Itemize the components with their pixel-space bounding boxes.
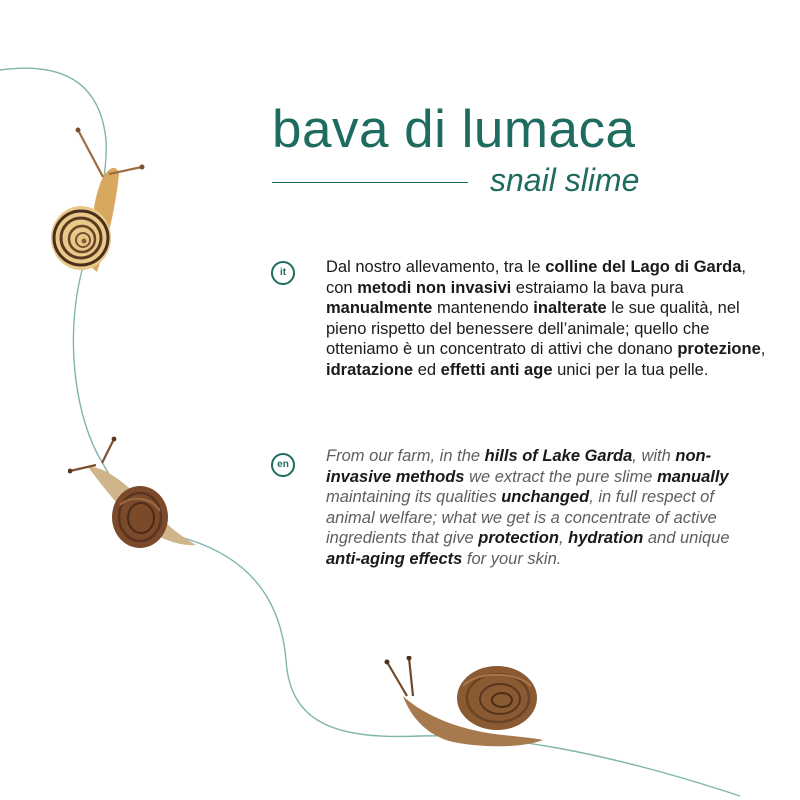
en-segment: manually [657, 467, 729, 486]
snail-bottom-image [383, 656, 548, 750]
it-segment: , con [326, 258, 747, 297]
it-segment: protezione [677, 340, 761, 359]
it-segment: estraiamo la bava pura [511, 278, 684, 297]
it-segment: metodi non invasivi [357, 278, 512, 297]
en-segment: anti-aging effects [326, 549, 463, 568]
it-segment: idratazione [326, 360, 414, 379]
it-segment: colline del Lago di Garda [545, 258, 742, 276]
language-badge-en: en [271, 453, 295, 477]
it-segment: effetti anti age [440, 360, 553, 379]
en-segment: , in full respect of animal welfare; what we get is a concentrate of active ingredients that give [326, 488, 717, 548]
it-segment: ed [413, 360, 441, 379]
en-segment: , with [632, 447, 676, 465]
en-segment: hydration [568, 529, 644, 548]
italian-description [326, 257, 766, 381]
en-segment: maintaining its qualities [326, 488, 502, 507]
en-segment: unchanged [501, 488, 590, 507]
en-segment: we extract the pure slime [464, 467, 658, 486]
en-segment: and unique [643, 529, 730, 548]
en-segment: non-invasive methods [326, 447, 712, 486]
it-segment: Dal nostro allevamento, tra le [326, 258, 546, 276]
language-badge-it: it [271, 261, 295, 285]
snail-top-image [45, 122, 150, 282]
page-subtitle: snail slime [490, 162, 640, 198]
it-segment: manualmente [326, 299, 433, 318]
it-segment: unici per la tua pelle. [552, 360, 709, 379]
english-description [326, 446, 766, 570]
it-segment: mantenendo [432, 299, 534, 318]
it-segment: , [760, 340, 766, 359]
en-segment: protection [478, 529, 559, 548]
en-segment: hills of Lake Garda [484, 447, 633, 465]
page-title: bava di lumaca [272, 100, 636, 159]
it-segment: inalterate [533, 299, 607, 318]
en-segment: , [558, 529, 569, 548]
en-segment: From our farm, in the [326, 447, 485, 465]
en-segment: for your skin. [462, 549, 562, 568]
title-divider [272, 182, 468, 183]
snail-middle-image [68, 435, 198, 555]
it-segment: le sue qualità, nel pieno rispetto del benessere dell’animale; quello che otteniamo è un concentrato di attivi che donano [326, 299, 740, 359]
